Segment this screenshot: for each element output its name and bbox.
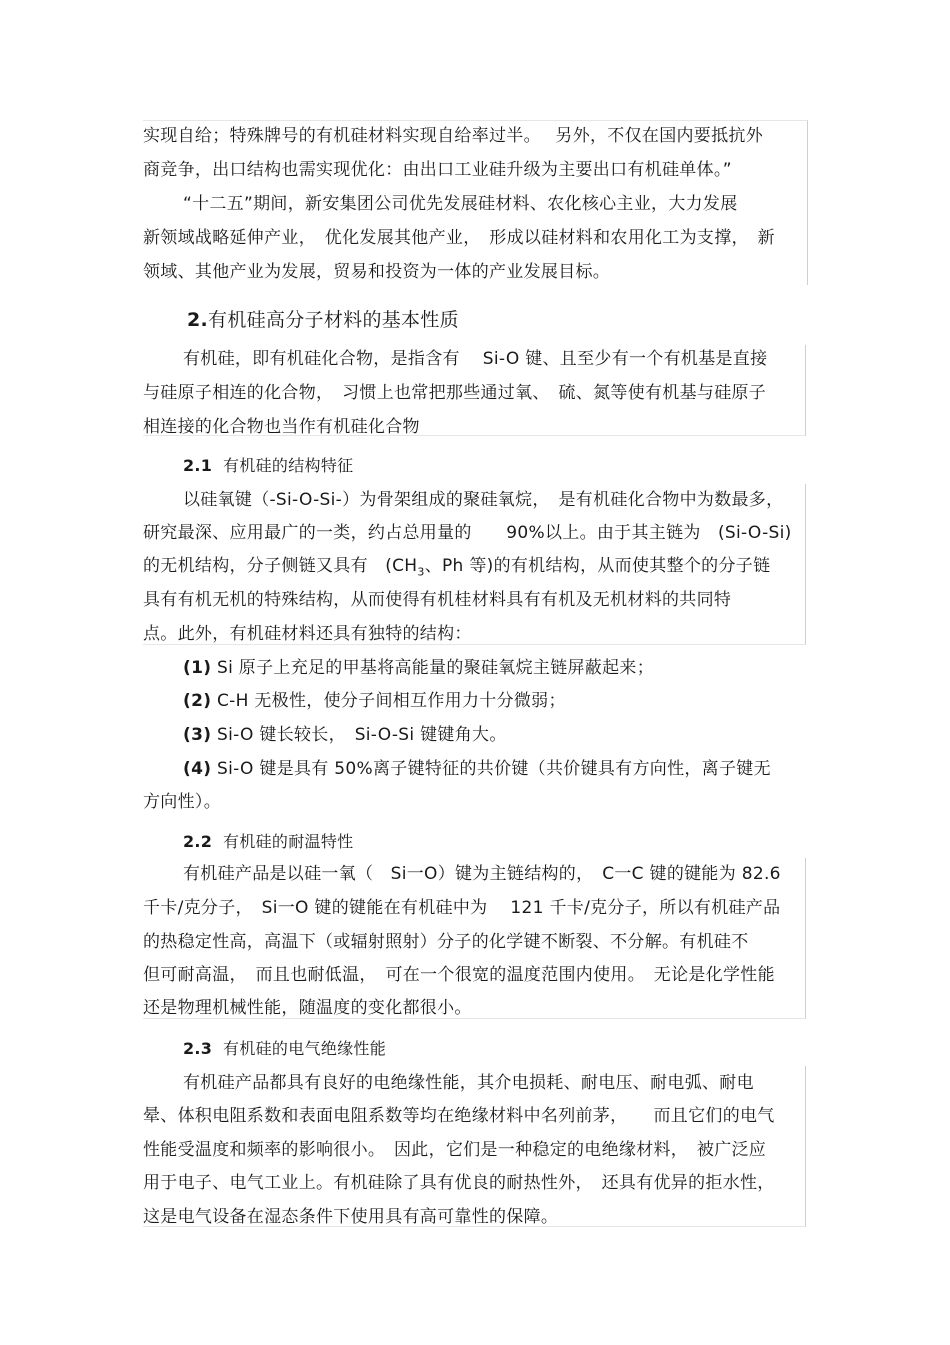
s21-line: 点。此外，有机硅材料还具有独特的结构： (143, 624, 472, 644)
section-title: 有机硅的结构特征 (223, 456, 354, 475)
s23-line: 用于电子、电气工业上。有机硅除了具有优良的耐热性外， 还具有优异的拒水性， (143, 1173, 775, 1193)
s22-line: 千卡/克分子， Si一O 键的键能在有机硅中为 121 千卡/克分子，所以有机硅产品 (143, 898, 781, 918)
list-text: C-H 无极性，使分子间相互作用力十分微弱； (211, 691, 566, 711)
list-item (183, 759, 771, 779)
section-title: 有机硅的耐温特性 (223, 832, 354, 851)
section-heading-2-1 (183, 456, 353, 476)
list-text: Si-O 键是具有 50%离子键特征的共价键（共价键具有方向性，离子键无 (211, 759, 771, 779)
list-item (183, 691, 566, 711)
section-title: 有机硅的电气绝缘性能 (223, 1039, 387, 1058)
list-number: (2) (183, 691, 212, 711)
section-number: 2.1 (183, 456, 213, 475)
section-number: 2.3 (183, 1039, 213, 1058)
s22-line: 还是物理机械性能，随温度的变化都很小。 (143, 998, 472, 1018)
s21-line: 方向性）。 (143, 792, 221, 812)
intro-line: 商竞争，出口结构也需实现优化：由出口工业硅升级为主要出口有机硅单体。” (143, 160, 732, 180)
intro-line: 新领域战略延伸产业， 优化发展其他产业， 形成以硅材料和农用化工为支撑， 新 (143, 228, 775, 248)
section-title: 有机硅高分子材料的基本性质 (208, 309, 459, 331)
s2-line: 相连接的化合物也当作有机硅化合物 (143, 417, 420, 437)
section-heading-2-3 (183, 1039, 386, 1059)
s23-line: 这是电气设备在湿态条件下使用具有高可靠性的保障。 (143, 1207, 559, 1227)
section-heading-2-2 (183, 832, 353, 852)
subscript: 3 (417, 565, 425, 579)
s21-line-part: 、Ph 等)的有机结构，从而使其整个的分子链 (424, 556, 771, 576)
s21-line: 研究最深、应用最广的一类，约占总用量的 90%以上。由于其主链为 (Si-O-Si) (143, 523, 792, 543)
list-item (183, 725, 507, 745)
s21-line-part: 的无机结构，分子侧链又具有 (CH (143, 556, 418, 576)
s22-line: 但可耐高温， 而且也耐低温， 可在一个很宽的温度范围内使用。 无论是化学性能 (143, 965, 775, 985)
s21-line (143, 556, 771, 579)
s2-line: 与硅原子相连的化合物， 习惯上也常把那些通过氧、 硫、氮等使有机基与硅原子 (143, 383, 767, 403)
list-item (183, 658, 654, 678)
list-text: Si-O 键长较长， Si-O-Si 键键角大。 (211, 725, 507, 745)
list-number: (4) (183, 759, 212, 779)
intro-line: “十二五”期间，新安集团公司优先发展硅材料、农化核心主业，大力发展 (183, 194, 738, 214)
s2-line: 有机硅，即有机硅化合物，是指含有 Si-O 键、且至少有一个有机基是直接 (183, 349, 768, 369)
intro-line: 领域、其他产业为发展，贸易和投资为一体的产业发展目标。 (143, 262, 611, 282)
list-number: (3) (183, 725, 212, 745)
section-heading-2 (187, 309, 459, 331)
section-number: 2. (187, 309, 209, 331)
s22-line: 的热稳定性高，高温下（或辐射照射）分子的化学键不断裂、不分解。有机硅不 (143, 932, 749, 952)
s21-line: 以硅氧键（-Si-O-Si-）为骨架组成的聚硅氧烷， 是有机硅化合物中为数最多， (183, 490, 784, 510)
s23-line: 晕、体积电阻系数和表面电阻系数等均在绝缘材料中名列前茅， 而且它们的电气 (143, 1106, 775, 1126)
section-number: 2.2 (183, 832, 213, 851)
s21-line: 具有有机无机的特殊结构，从而使得有机桂材料具有有机及无机材料的共同特 (143, 590, 732, 610)
intro-line: 实现自给；特殊牌号的有机硅材料实现自给率过半。 另外，不仅在国内要抵抗外 (143, 126, 764, 146)
list-number: (1) (183, 658, 212, 678)
list-text: Si 原子上充足的甲基将高能量的聚硅氧烷主链屏蔽起来； (211, 658, 655, 678)
s23-line: 有机硅产品都具有良好的电绝缘性能，其介电损耗、耐电压、耐电弧、耐电 (183, 1073, 754, 1093)
s23-line: 性能受温度和频率的影响很小。 因此，它们是一种稳定的电绝缘材料， 被广泛应 (143, 1140, 767, 1160)
s22-line: 有机硅产品是以硅一氧（ Si一O）键为主链结构的， C一C 键的键能为 82.6 (183, 864, 781, 884)
